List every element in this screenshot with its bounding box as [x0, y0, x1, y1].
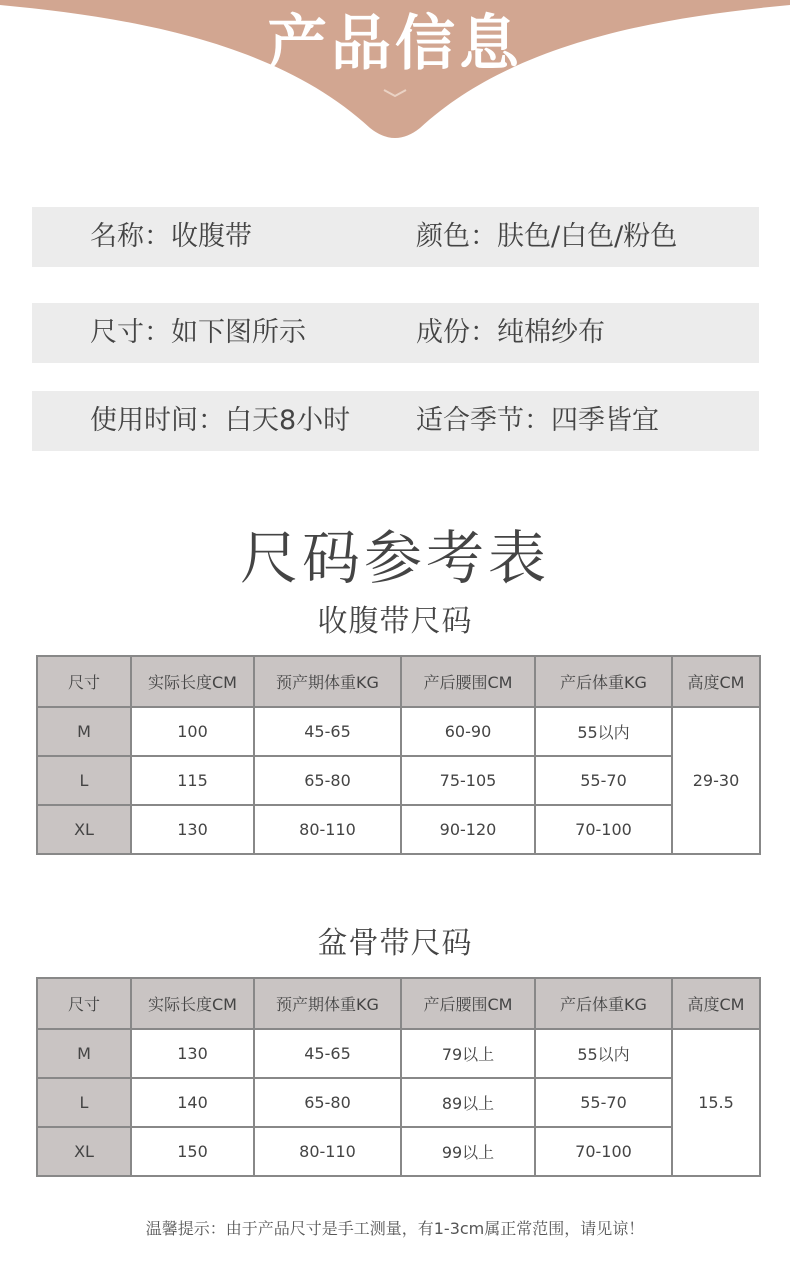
size-table-abdominal-belt — [36, 655, 761, 855]
info-material: 成份：纯棉纱布 — [416, 317, 605, 348]
footnote: 温馨提示：由于产品尺寸是手工测量，有1-3cm属正常范围，请见谅！ — [145, 1219, 645, 1238]
table-row — [37, 756, 760, 805]
banner-title: 产品信息 — [267, 9, 523, 79]
chevron-down-icon — [380, 86, 410, 100]
table-row — [37, 707, 760, 756]
table-1-title: 收腹带尺码 — [317, 604, 473, 639]
cell-length: 130 — [131, 805, 254, 854]
cell-pre-weight: 65-80 — [254, 756, 401, 805]
cell-length: 150 — [131, 1127, 254, 1176]
header-post-weight: 产后体重KG — [535, 978, 672, 1029]
cell-length: 115 — [131, 756, 254, 805]
cell-size: L — [37, 756, 131, 805]
table-row — [37, 1127, 760, 1176]
cell-height: 15.5 — [672, 1029, 760, 1176]
cell-waist: 60-90 — [401, 707, 535, 756]
header-size: 尺寸 — [37, 978, 131, 1029]
table-header-row — [37, 978, 760, 1029]
cell-waist: 99以上 — [401, 1127, 535, 1176]
cell-post-weight: 55-70 — [535, 1078, 672, 1127]
cell-post-weight: 55-70 — [535, 756, 672, 805]
info-row-size-material — [32, 303, 759, 363]
cell-length: 140 — [131, 1078, 254, 1127]
cell-pre-weight: 45-65 — [254, 707, 401, 756]
cell-size: XL — [37, 805, 131, 854]
cell-post-weight: 55以内 — [535, 1029, 672, 1078]
table-row — [37, 1029, 760, 1078]
cell-pre-weight: 45-65 — [254, 1029, 401, 1078]
header-size: 尺寸 — [37, 656, 131, 707]
info-color: 颜色：肤色/白色/粉色 — [416, 221, 678, 252]
cell-size: L — [37, 1078, 131, 1127]
cell-pre-weight: 65-80 — [254, 1078, 401, 1127]
table-row — [37, 805, 760, 854]
info-usage-time: 使用时间：白天8小时 — [90, 405, 351, 436]
cell-waist: 75-105 — [401, 756, 535, 805]
info-row-name-color — [32, 207, 759, 267]
cell-post-weight: 55以内 — [535, 707, 672, 756]
cell-waist: 79以上 — [401, 1029, 535, 1078]
header-height: 高度CM — [672, 978, 760, 1029]
info-row-time-season — [32, 391, 759, 451]
cell-pre-weight: 80-110 — [254, 805, 401, 854]
header-height: 高度CM — [672, 656, 760, 707]
header-length: 实际长度CM — [131, 978, 254, 1029]
info-name: 名称：收腹带 — [90, 221, 252, 252]
cell-length: 100 — [131, 707, 254, 756]
header-post-weight: 产后体重KG — [535, 656, 672, 707]
info-season: 适合季节：四季皆宜 — [416, 405, 659, 436]
size-table-pelvic-belt — [36, 977, 761, 1177]
cell-post-weight: 70-100 — [535, 1127, 672, 1176]
cell-waist: 90-120 — [401, 805, 535, 854]
cell-waist: 89以上 — [401, 1078, 535, 1127]
header-waist: 产后腰围CM — [401, 978, 535, 1029]
info-size: 尺寸：如下图所示 — [90, 317, 306, 348]
table-2-title: 盆骨带尺码 — [317, 926, 473, 961]
cell-pre-weight: 80-110 — [254, 1127, 401, 1176]
table-header-row — [37, 656, 760, 707]
cell-size: M — [37, 1029, 131, 1078]
cell-height: 29-30 — [672, 707, 760, 854]
table-row — [37, 1078, 760, 1127]
header-waist: 产后腰围CM — [401, 656, 535, 707]
cell-post-weight: 70-100 — [535, 805, 672, 854]
cell-length: 130 — [131, 1029, 254, 1078]
header-pre-weight: 预产期体重KG — [254, 978, 401, 1029]
cell-size: XL — [37, 1127, 131, 1176]
cell-size: M — [37, 707, 131, 756]
header-length: 实际长度CM — [131, 656, 254, 707]
header-pre-weight: 预产期体重KG — [254, 656, 401, 707]
size-chart-title: 尺码参考表 — [239, 524, 550, 592]
